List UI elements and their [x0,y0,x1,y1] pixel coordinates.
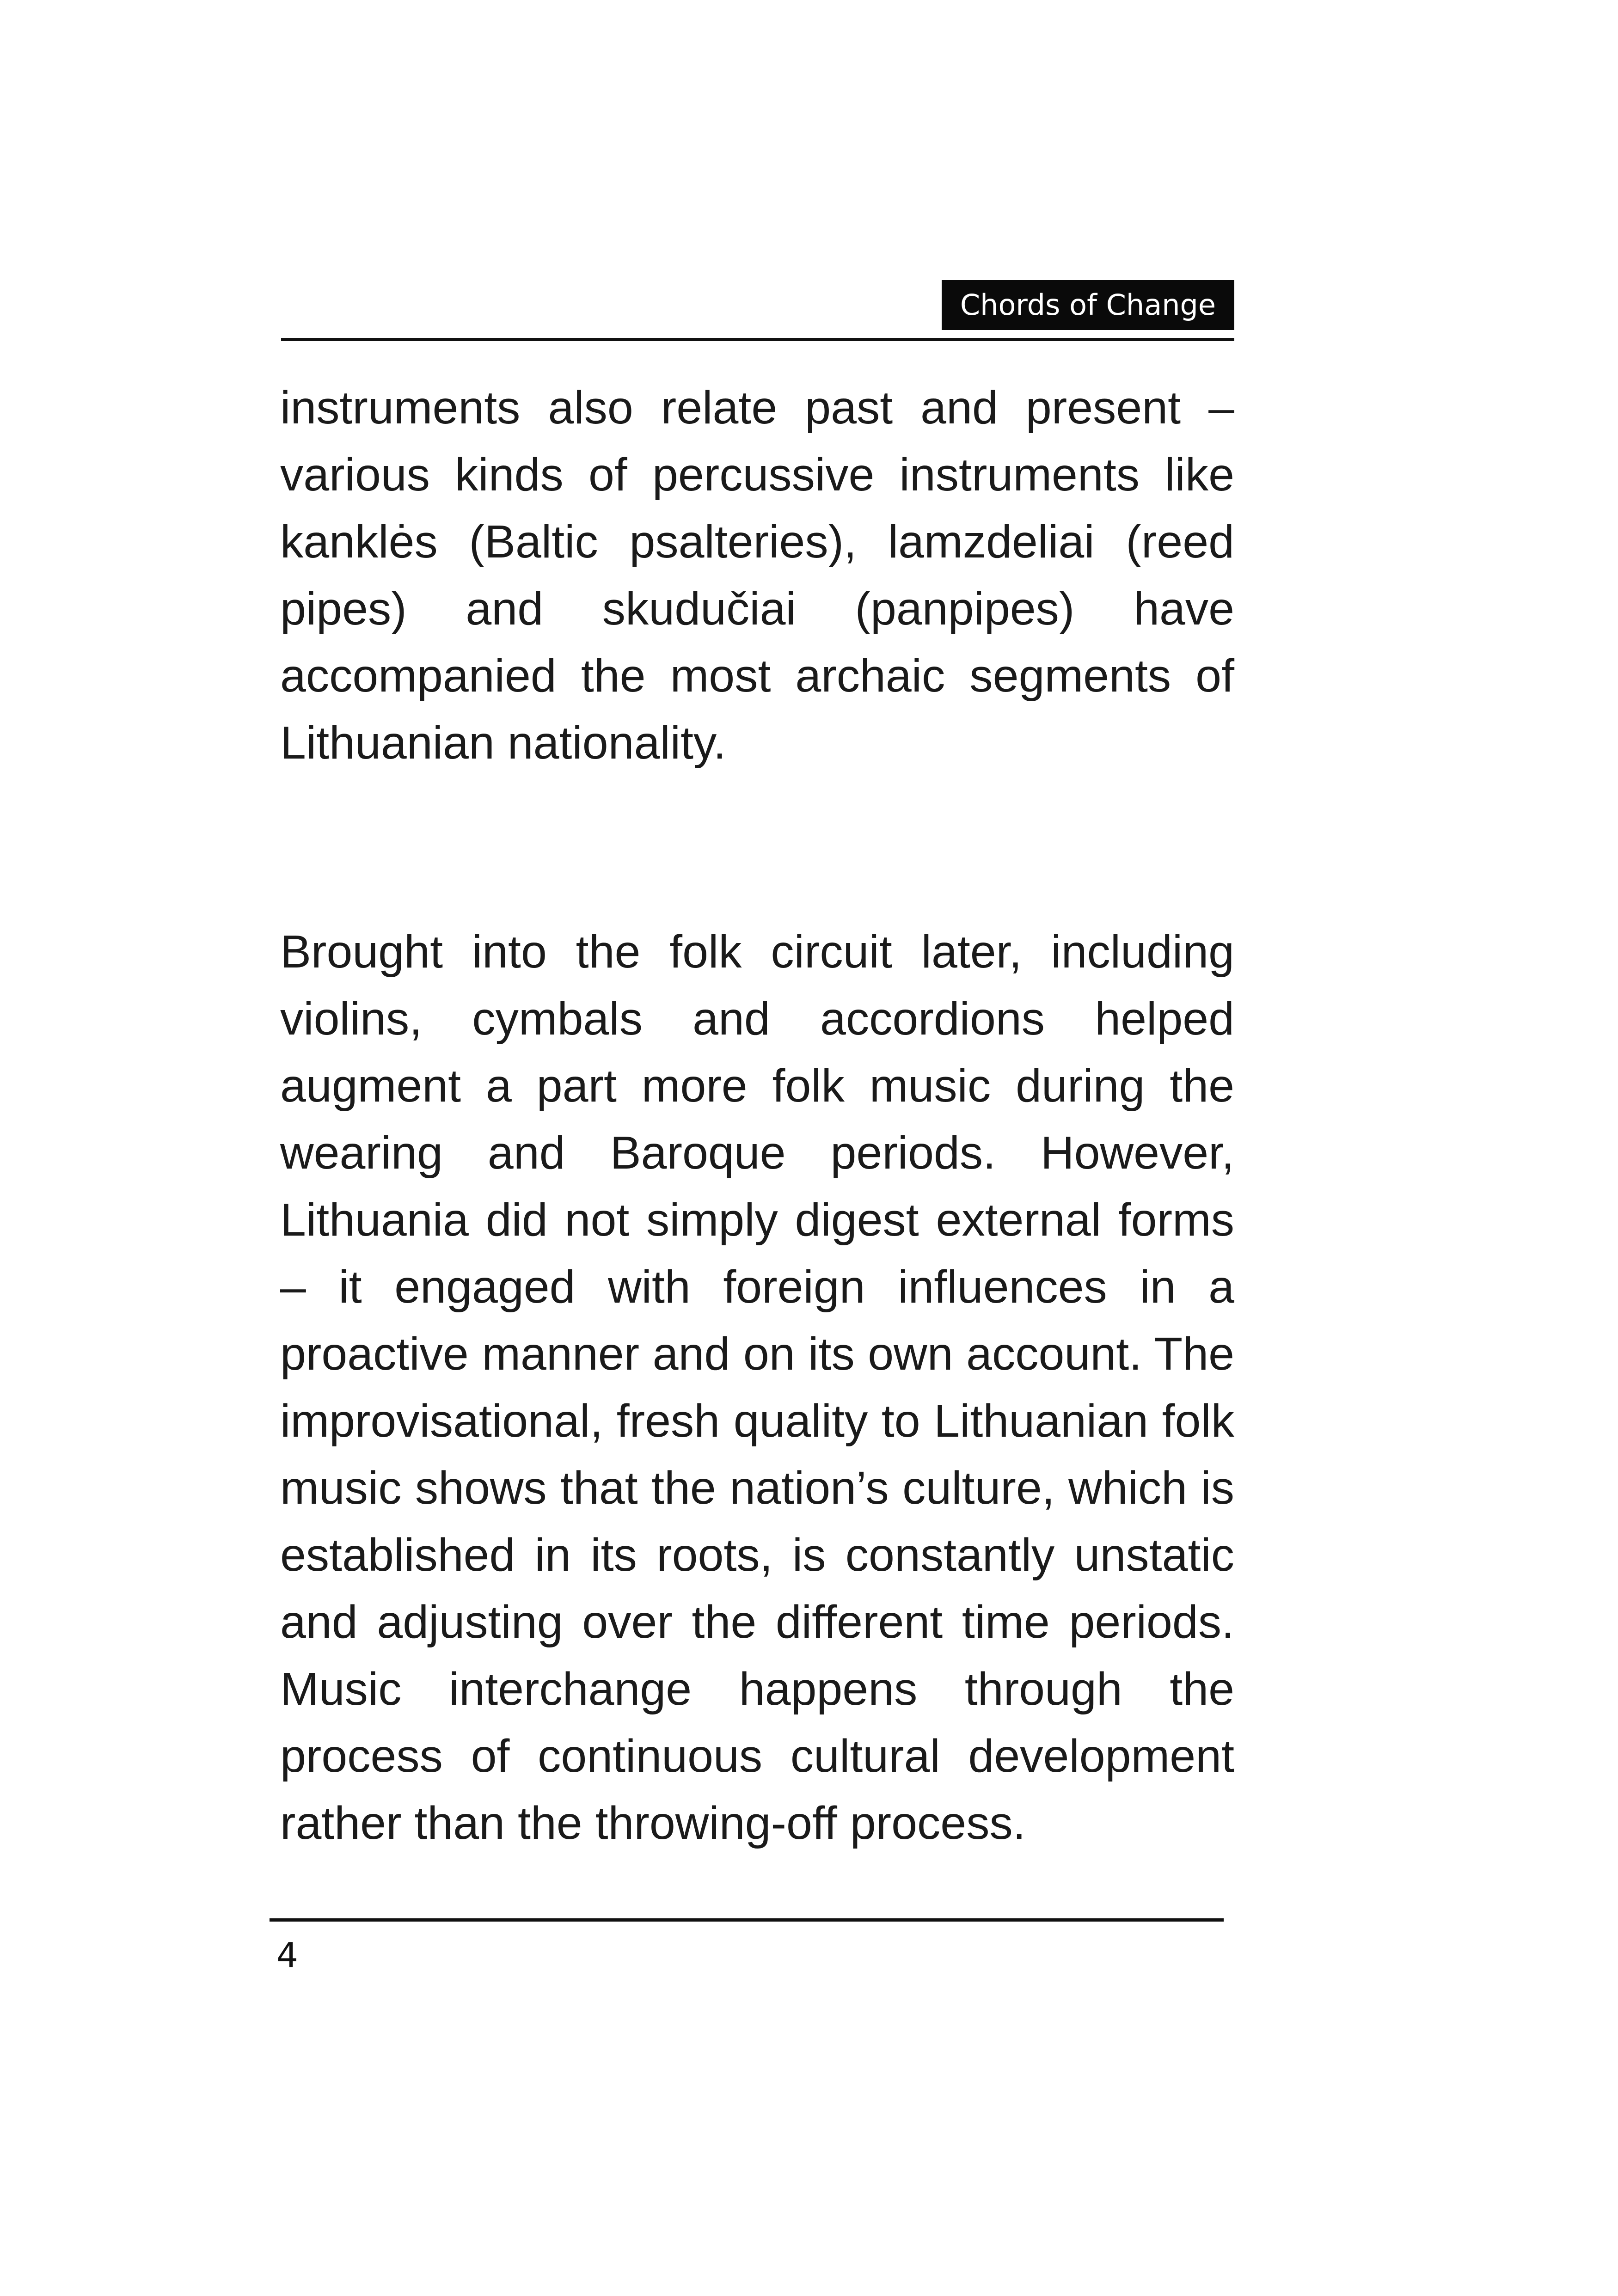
body-text [280,374,1234,1857]
footer-rule [270,1918,1224,1922]
running-title: Chords of Change [942,280,1234,330]
page-number: 4 [276,1935,299,1975]
paragraph: Brought into the folk circuit later, including violins, cymbals and accordions helped augment a part more folk music during the wearing and Baroque periods. However, Lithuania did not simply digest external forms – it engaged with foreign influences in a proactive manner and on its own account. The improvisational, fresh quality to Lithuanian folk music shows that the nation’s culture, which is established in its roots, is constantly unstatic and adjusting over the different time periods. Music interchange happens through the process of continuous cultural development rather than the throwing-off process. [280,926,1234,1849]
running-header [281,280,1234,341]
paragraph: instruments also relate past and present – various kinds of percussive instruments like kanklės (Baltic psalteries), lamzdeliai (reed pipes) and skudučiai (panpipes) have accompanied the most archaic segments of Lithuanian nationality. [280,382,1234,769]
